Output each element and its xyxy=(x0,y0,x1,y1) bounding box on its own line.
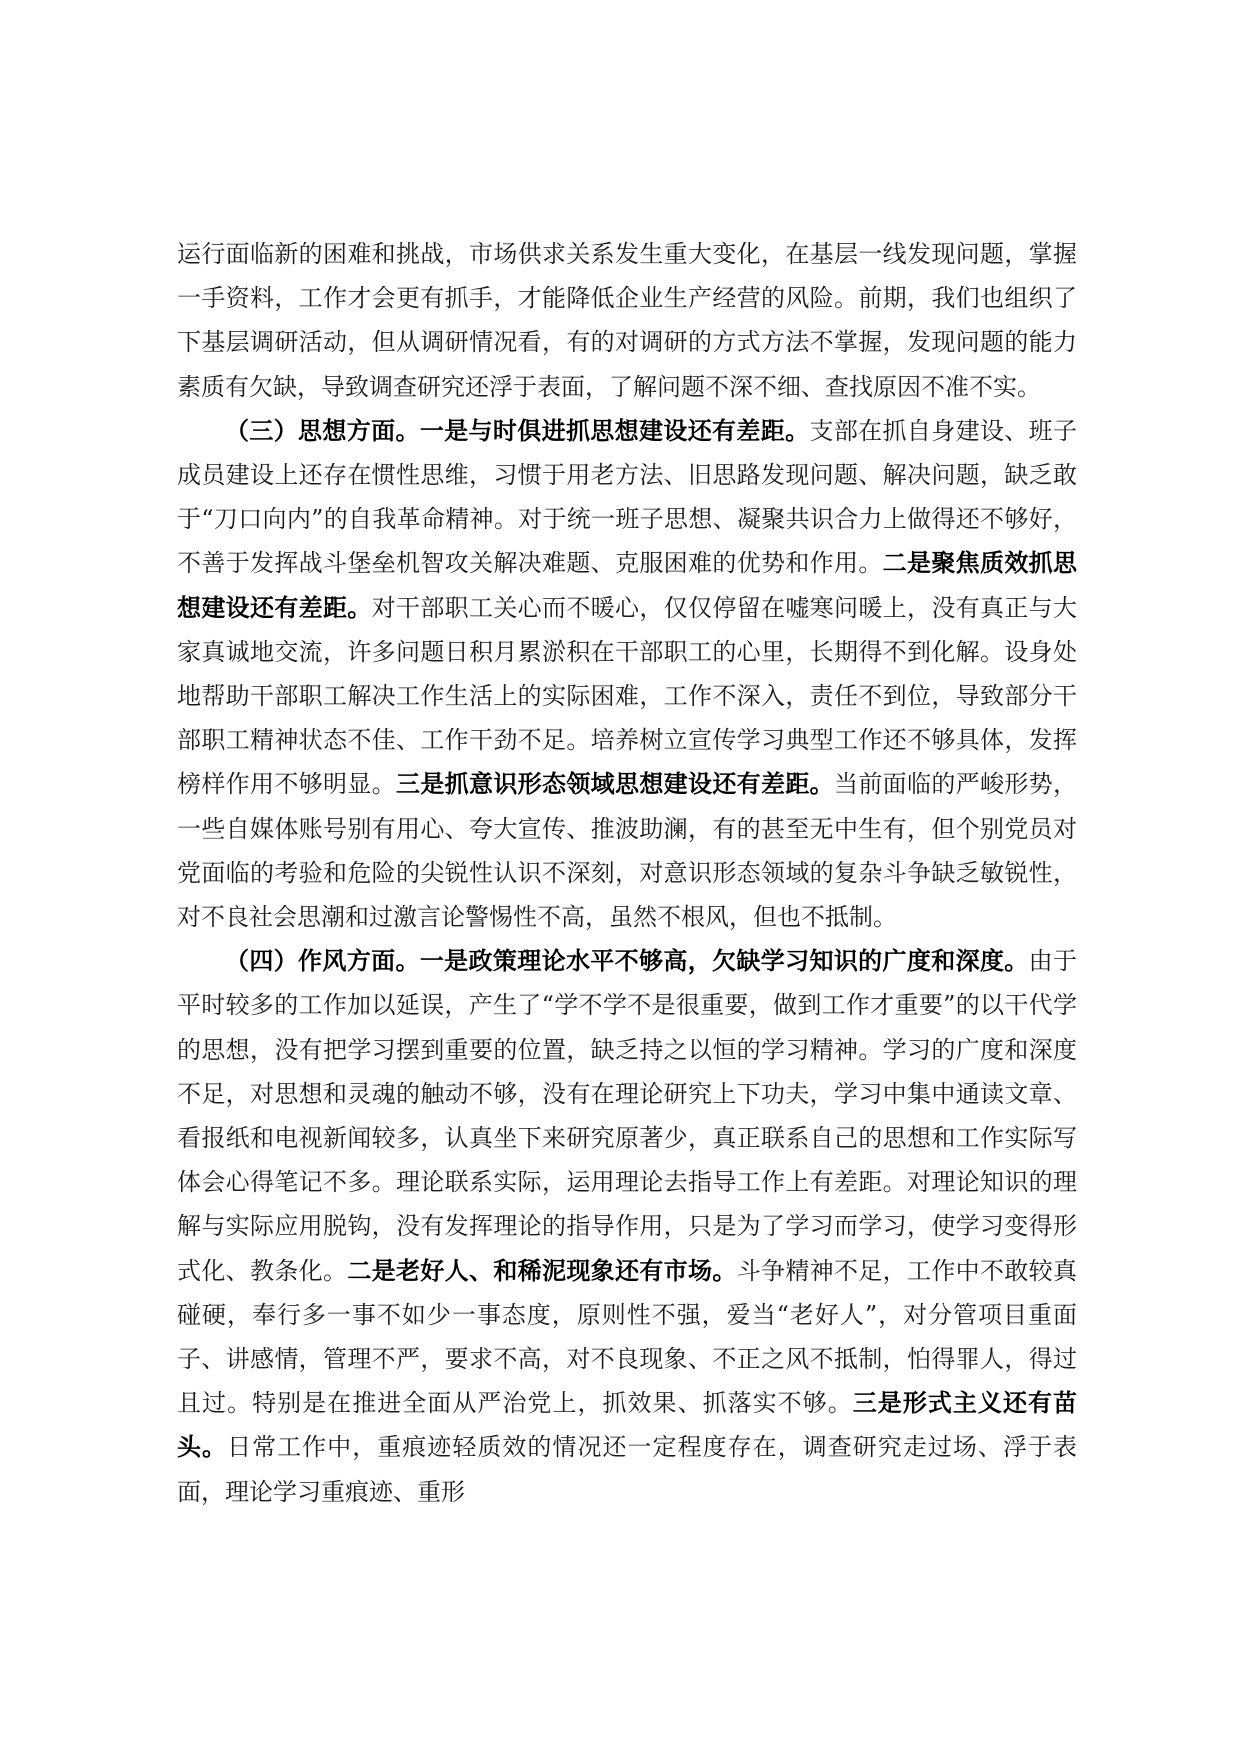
section-heading-style: （四）作风方面。一是政策理论水平不够高，欠缺学习知识的广度和深度。 xyxy=(225,946,1029,976)
paragraph-style-aspect xyxy=(177,939,1077,1514)
point-heading-3: 三是抓意识形态领域思想建设还有差距。 xyxy=(396,769,834,799)
point-heading-3: 三是形式主义还有苗头。 xyxy=(177,1388,1078,1462)
point-heading-2: 二是老好人、和稀泥现象还有市场。 xyxy=(347,1255,737,1285)
paragraph-text: 斗争精神不足，工作中不敢较真碰硬，奉行多一事不如少一事态度，原则性不强，爱当“老好人”，对分管项目重面子、讲感情，管理不严，要求不高，对不良现象、不正之风不抵制，怕得罪人，得过且过。特别是在推进全面从严治党上，抓效果、抓落实不够。 xyxy=(177,1256,1078,1418)
document-body xyxy=(177,232,1077,1514)
paragraph-text: 支部在抓自身建设、班子成员建设上还存在惯性思维，习惯于用老方法、旧思路发现问题、解决问题，缺乏敢于“刀口向内”的自我革命精神。对于统一班子思想、凝聚共识合力上做得还不够好，不善于发挥战斗堡垒机智攻关解决难题、克服困难的优势和作用。 xyxy=(177,416,1077,578)
section-heading-thought: （三）思想方面。一是与时俱进抓思想建设还有差距。 xyxy=(225,415,810,445)
paragraph-research-continuation xyxy=(177,232,1077,409)
point-heading-2: 二是聚焦质效抓思想建设还有差距。 xyxy=(177,548,1078,622)
paragraph-text: 由于平时较多的工作加以延误，产生了“学不学不是很重要，做到工作才重要”的以干代学的思想，没有把学习摆到重要的位置，缺乏持之以恒的学习精神。学习的广度和深度不足，对思想和灵魂的触动不够，没有在理论研究上下功夫，学习中集中通读文章、看报纸和电视新闻较多，认真坐下来研究原著少，真正联系自己的思想和工作实际写体会心得笔记不多。理论联系实际，运用理论去指导工作上有差距。对理论知识的理解与实际应用脱钩，没有发挥理论的指导作用，只是为了学习而学习，使学习变得形式化、教条化。 xyxy=(177,947,1078,1285)
paragraph-text: 运行面临新的困难和挑战，市场供求关系发生重大变化，在基层一线发现问题，掌握一手资料，工作才会更有抓手，才能降低企业生产经营的风险。前期，我们也组织了下基层调研活动，但从调研情况看，有的对调研的方式方法不掌握，发现问题的能力素质有欠缺，导致调查研究还浮于表面，了解问题不深不细、查找原因不准不实。 xyxy=(177,240,1077,401)
paragraph-text: 对干部职工关心而不暖心，仅仅停留在嘘寒问暖上，没有真正与大家真诚地交流，许多问题日积月累淤积在干部职工的心里，长期得不到化解。设身处地帮助干部职工解决工作生活上的实际困难，工作不深入，责任不到位，导致部分干部职工精神状态不佳、工作干劲不足。培养树立宣传学习典型工作还不够具体，发挥榜样作用不够明显。 xyxy=(177,593,1078,799)
paragraph-text: 日常工作中，重痕迹轻质效的情况还一定程度存在，调查研究走过场、浮于表面，理论学习重痕迹、重形 xyxy=(177,1433,1078,1506)
paragraph-thought-aspect xyxy=(177,409,1077,939)
paragraph-text: 当前面临的严峻形势，一些自媒体账号别有用心、夸大宣传、推波助澜，有的甚至无中生有，但个别党员对党面临的考验和危险的尖锐性认识不深刻，对意识形态领域的复杂斗争缺乏敏锐性，对不良社会思潮和过激言论警惕性不高，虽然不根风，但也不抵制。 xyxy=(177,770,1077,932)
